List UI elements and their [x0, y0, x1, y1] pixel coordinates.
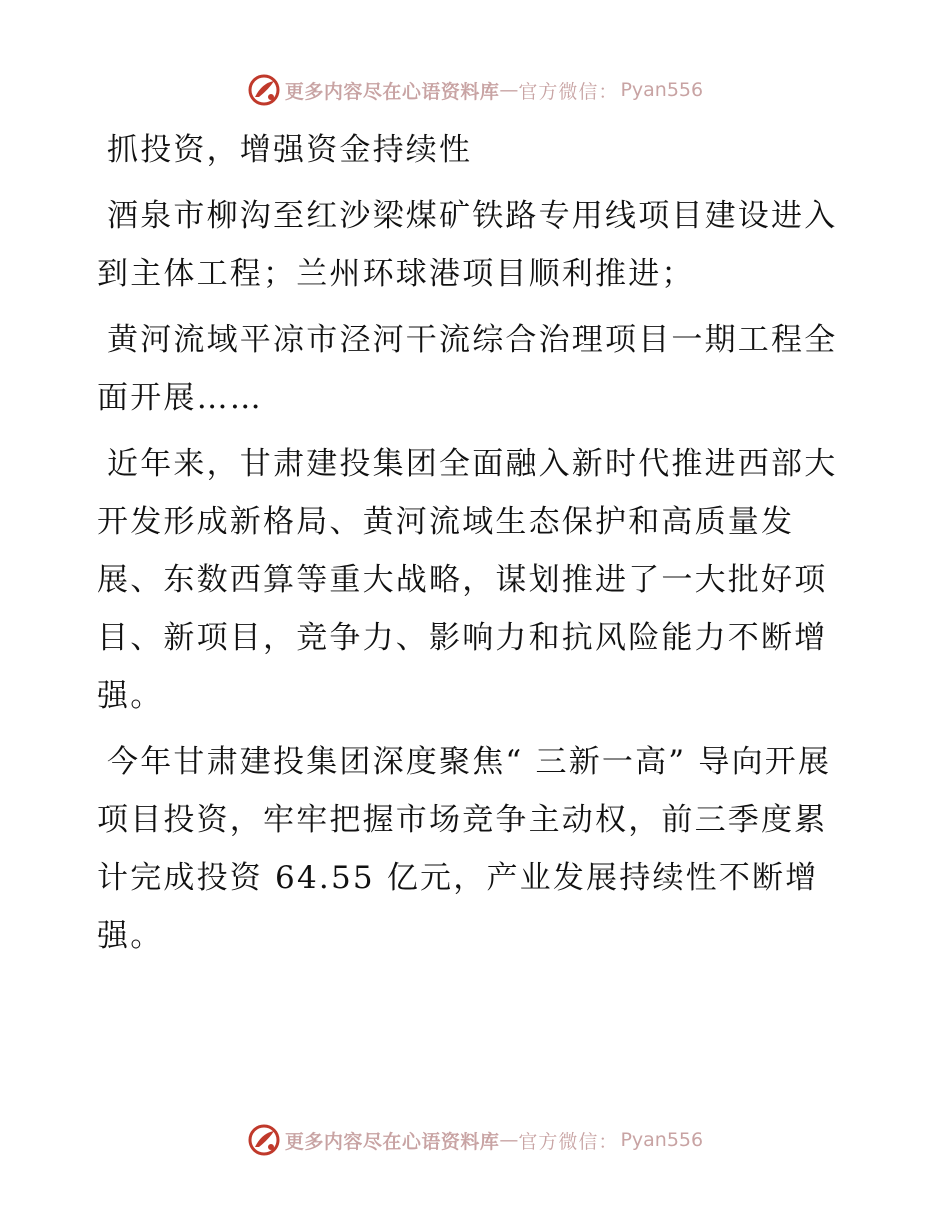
header-watermark [0, 70, 950, 110]
paragraph: 今年甘肃建投集团深度聚焦“ 三新一高” 导向开展项目投资，牢牢把握市场竞争主动权，前三季度累计完成投资 64.55 亿元，产业发展持续性不断增强。 [97, 744, 832, 954]
watermark-id: Pyan556 [620, 79, 704, 101]
brush-seal-icon [247, 73, 281, 107]
watermark-text: 更多内容尽在心语资料库 [284, 1130, 500, 1153]
paragraph: 近年来，甘肃建投集团全面融入新时代推进西部大开发形成新格局、黄河流域生态保护和高质量发展、东数西算等重大战略，谋划推进了一大批好项目、新项目，竞争力、影响力和抗风险能力不断增强。 [97, 446, 838, 714]
paragraph: 黄河流域平凉市泾河干流综合治理项目一期工程全面开展…… [97, 322, 838, 416]
paragraph: 酒泉市柳沟至红沙梁煤矿铁路专用线项目建设进入到主体工程；兰州环球港项目顺利推进； [97, 198, 838, 292]
footer-watermark [0, 1120, 950, 1160]
watermark-text: 更多内容尽在心语资料库 [284, 80, 500, 103]
document-body [97, 121, 857, 965]
watermark-dash: — [499, 79, 519, 101]
watermark-official-label: 官方微信： [518, 80, 619, 103]
paragraph-heading: 抓投资，增强资金持续性 [107, 132, 473, 168]
watermark-id: Pyan556 [620, 1129, 704, 1151]
watermark-official-label: 官方微信： [518, 1130, 619, 1153]
brush-seal-icon [247, 1123, 281, 1157]
watermark-dash: — [499, 1129, 519, 1151]
